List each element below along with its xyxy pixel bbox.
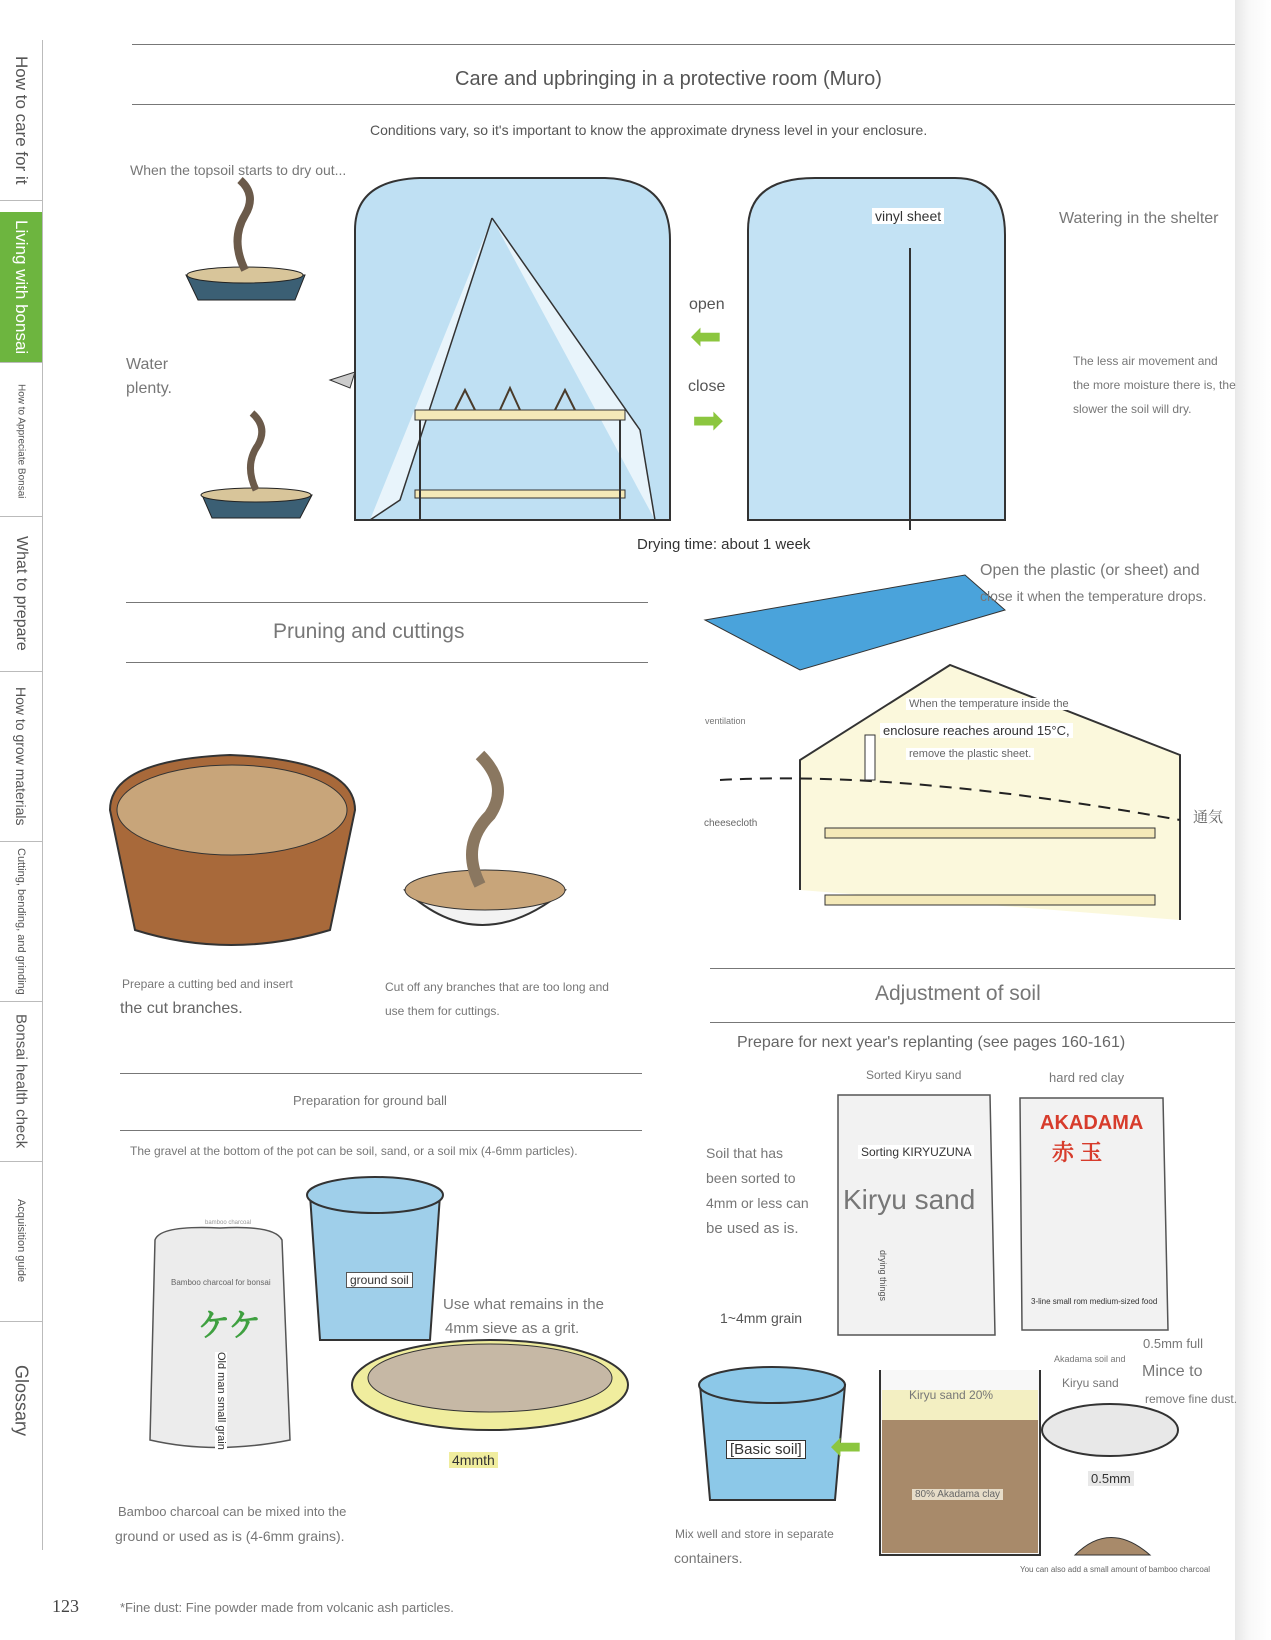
kiryu-bag-side: drying things (878, 1250, 888, 1302)
page-number: 123 (52, 1596, 79, 1616)
basic-soil-label: [Basic soil] (726, 1440, 806, 1459)
vinyl-sheet-label: vinyl sheet (872, 208, 944, 224)
muro-subtitle: Conditions vary, so it's important to know the approximate dryness level in your enclosure. (370, 122, 928, 138)
remains-caption-1: Use what remains in the (443, 1296, 604, 1313)
pruned-bonsai-illustration (405, 755, 565, 925)
akadama-brand: AKADAMA (1040, 1112, 1144, 1134)
tab-label: How to care for it (12, 55, 31, 185)
hard-red-label: hard red clay (1049, 1070, 1125, 1085)
sieve-label: 4mmth (449, 1452, 498, 1468)
muro-title: Care and upbringing in a protective room (Muro) (455, 68, 882, 90)
grain-label: 1~4mm grain (720, 1310, 803, 1326)
cutting-bed-caption-1: Prepare a cutting bed and insert (122, 977, 293, 991)
remains-caption-2: 4mm sieve as a grit. (445, 1320, 580, 1337)
bonsai-small-illustration (186, 180, 305, 300)
kiryu-bag-top: Sorting KIRYUZUNA (858, 1145, 974, 1159)
sorted-caption-1: Soil that has (706, 1145, 784, 1161)
tab-label: How to Appreciate Bonsai (15, 383, 27, 499)
tab-label: How to grow materials (13, 686, 29, 826)
muro-tent-illustration (355, 178, 670, 520)
arrow-left-icon: ⬅ (830, 1426, 862, 1468)
open-plastic-1: Open the plastic (or sheet) and (980, 562, 1200, 579)
tab-label: Bonsai health check (12, 1013, 30, 1149)
mix-caption-2: containers. (674, 1550, 743, 1566)
ventilation-label: ventilation (705, 716, 746, 726)
tab-label: Living with bonsai (12, 219, 31, 355)
akadama-small-text: 3-line small rom medium-sized food (1028, 1297, 1160, 1306)
bonsai-watering-illustration (201, 372, 355, 518)
water-caption-1: Water (126, 356, 169, 373)
temp-note-1: When the temperature inside the (906, 698, 1072, 710)
open-label: open (689, 296, 725, 313)
mix-caption-1: Mix well and store in separate (675, 1527, 834, 1541)
rule-ground-bottom (120, 1130, 642, 1131)
basic-soil-bucket-illustration (699, 1367, 845, 1500)
temp-note-3: remove the plastic sheet. (906, 748, 1034, 760)
bag-label: Bamboo charcoal for bonsai (168, 1278, 274, 1287)
bamboo-caption-2: ground or used as is (4-6mm grains). (115, 1528, 345, 1544)
tab-label: What to prepare (13, 536, 30, 651)
temp-note-2: enclosure reaches around 15°C, (880, 723, 1073, 738)
less-air-2: the more moisture there is, the (1073, 378, 1236, 392)
sieve-mm-label: 0.5mm (1088, 1471, 1134, 1486)
tab-label: Glossary (11, 1365, 32, 1437)
less-air-1: The less air movement and (1073, 354, 1218, 368)
rule-pruning-bottom (126, 662, 648, 663)
sorted-caption-3: 4mm or less can (706, 1195, 809, 1211)
ground-soil-label: ground soil (346, 1272, 413, 1288)
pruning-title: Pruning and cuttings (273, 620, 465, 643)
ground-title: Preparation for ground ball (293, 1093, 447, 1108)
less-air-3: slower the soil will dry. (1073, 402, 1192, 416)
soil-title: Adjustment of soil (875, 982, 1041, 1005)
rule-soil-top (710, 968, 1235, 969)
rule-ground-top (120, 1073, 642, 1074)
half-mm-full: 0.5mm full (1143, 1336, 1203, 1351)
remove-dust-caption: remove fine dust. (1145, 1392, 1238, 1406)
sorted-caption-2: been sorted to (706, 1170, 796, 1186)
cutting-bed-illustration (110, 755, 355, 945)
bag-vertical-label: Old man small grain (215, 1352, 227, 1450)
ground-soil-bucket-illustration (307, 1177, 443, 1340)
rule-muro-bottom (132, 104, 1235, 105)
gravel-caption: The gravel at the bottom of the pot can be soil, sand, or a soil mix (4-6mm particles). (130, 1144, 578, 1158)
cutting-bed-caption-2: the cut branches. (120, 1000, 243, 1017)
cut-off-caption-1: Cut off any branches that are too long and (385, 980, 609, 994)
footnote: *Fine dust: Fine powder made from volcanic ash particles. (120, 1600, 454, 1615)
bamboo-caption-1: Bamboo charcoal can be mixed into the (118, 1504, 347, 1519)
sorted-kiryu-label: Sorted Kiryu sand (866, 1068, 962, 1082)
sieve-illustration (352, 1340, 628, 1430)
mince-caption: Mince to (1142, 1363, 1203, 1380)
rule-soil-bottom (710, 1022, 1235, 1023)
rule-muro-top (132, 44, 1235, 45)
bag-top-text: bamboo charcoal (205, 1220, 252, 1226)
topsoil-caption: When the topsoil starts to dry out... (130, 162, 347, 178)
akadama-kanji: 赤 玉 (1052, 1140, 1103, 1165)
charcoal-note: You can also add a small amount of bamboo charcoal (1020, 1565, 1211, 1574)
tab-label: Cutting, bending, and grinding (15, 847, 27, 995)
sorted-caption-4: be used as is. (706, 1220, 799, 1237)
akadama-80-label: 80% Akadama clay (912, 1489, 1003, 1500)
bag-kana: ケケ (198, 1307, 261, 1343)
cheesecloth-label: cheesecloth (704, 818, 758, 829)
watering-shelter-caption: Watering in the shelter (1059, 210, 1219, 227)
rule-pruning-top (126, 602, 648, 603)
cut-off-caption-2: use them for cuttings. (385, 1004, 500, 1018)
ventilation-kanji: 通気 (1193, 809, 1224, 826)
close-label: close (688, 378, 726, 395)
kiryu-20-label: Kiryu sand 20% (909, 1388, 994, 1402)
arrow-right-icon: ➡ (692, 400, 724, 442)
drying-time: Drying time: about 1 week (637, 536, 811, 553)
water-caption-2: plenty. (126, 380, 172, 397)
soil-subtitle: Prepare for next year's replanting (see pages 160-161) (737, 1034, 1126, 1051)
akadama-kiryu-2: Kiryu sand (1062, 1376, 1119, 1390)
tab-label: Acquisition guide (15, 1199, 27, 1283)
kiryu-bag-big: Kiryu sand (840, 1184, 978, 1216)
arrow-left-icon: ⬅ (690, 316, 722, 358)
akadama-kiryu-1: Akadama soil and (1054, 1354, 1126, 1364)
muro-closed-illustration (748, 178, 1005, 530)
open-plastic-2: close it when the temperature drops. (980, 588, 1207, 604)
